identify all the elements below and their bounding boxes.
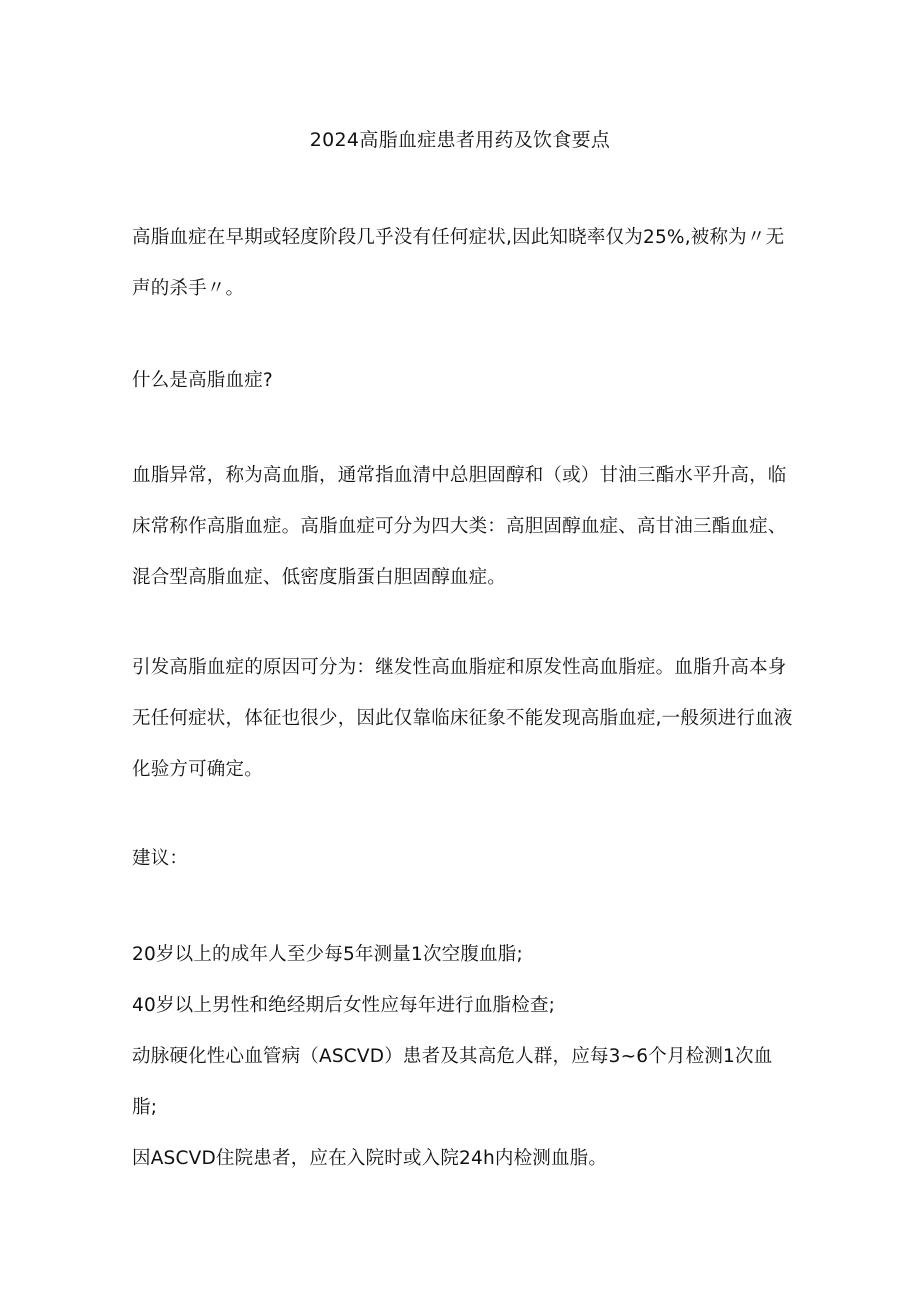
causes-paragraph: 引发高脂血症的原因可分为：继发性高血脂症和原发性高血脂症。血脂升高本身无任何症状，体征也很少，因此仅靠临床征象不能发现高脂血症,一般须进行血液化验方可确定。 [132, 657, 793, 780]
document-title: 2024高脂血症患者用药及饮食要点 [309, 129, 611, 151]
definition-paragraph: 血脂异常，称为高血脂，通常指血清中总胆固醇和（或）甘油三酯水平升高，临床常称作高脂血症。高脂血症可分为四大类：高胆固醇血症、高甘油三酯血症、混合型高脂血症、低密度脂蛋白胆固醇血症。 [132, 465, 787, 588]
recommendation-item: 因ASCVD住院患者，应在入院时或入院24h内检测血脂。 [132, 1148, 608, 1169]
question-heading: 什么是高脂血症? [132, 370, 273, 391]
recommendation-list [132, 929, 794, 1184]
recommendation-item: 20岁以上的成年人至少每5年测量1次空腹血脂; [132, 944, 523, 965]
recommendation-item: 动脉硬化性心血管病（ASCVD）患者及其高危人群，应每3~6个月检测1次血脂; [132, 1046, 773, 1118]
advice-heading: 建议： [132, 848, 189, 869]
intro-paragraph: 高脂血症在早期或轻度阶段几乎没有任何症状,因此知晓率仅为25%,被称为〃无声的杀手〃。 [132, 227, 785, 299]
recommendation-item: 40岁以上男性和绝经期后女性应每年进行血脂检查; [132, 995, 556, 1016]
